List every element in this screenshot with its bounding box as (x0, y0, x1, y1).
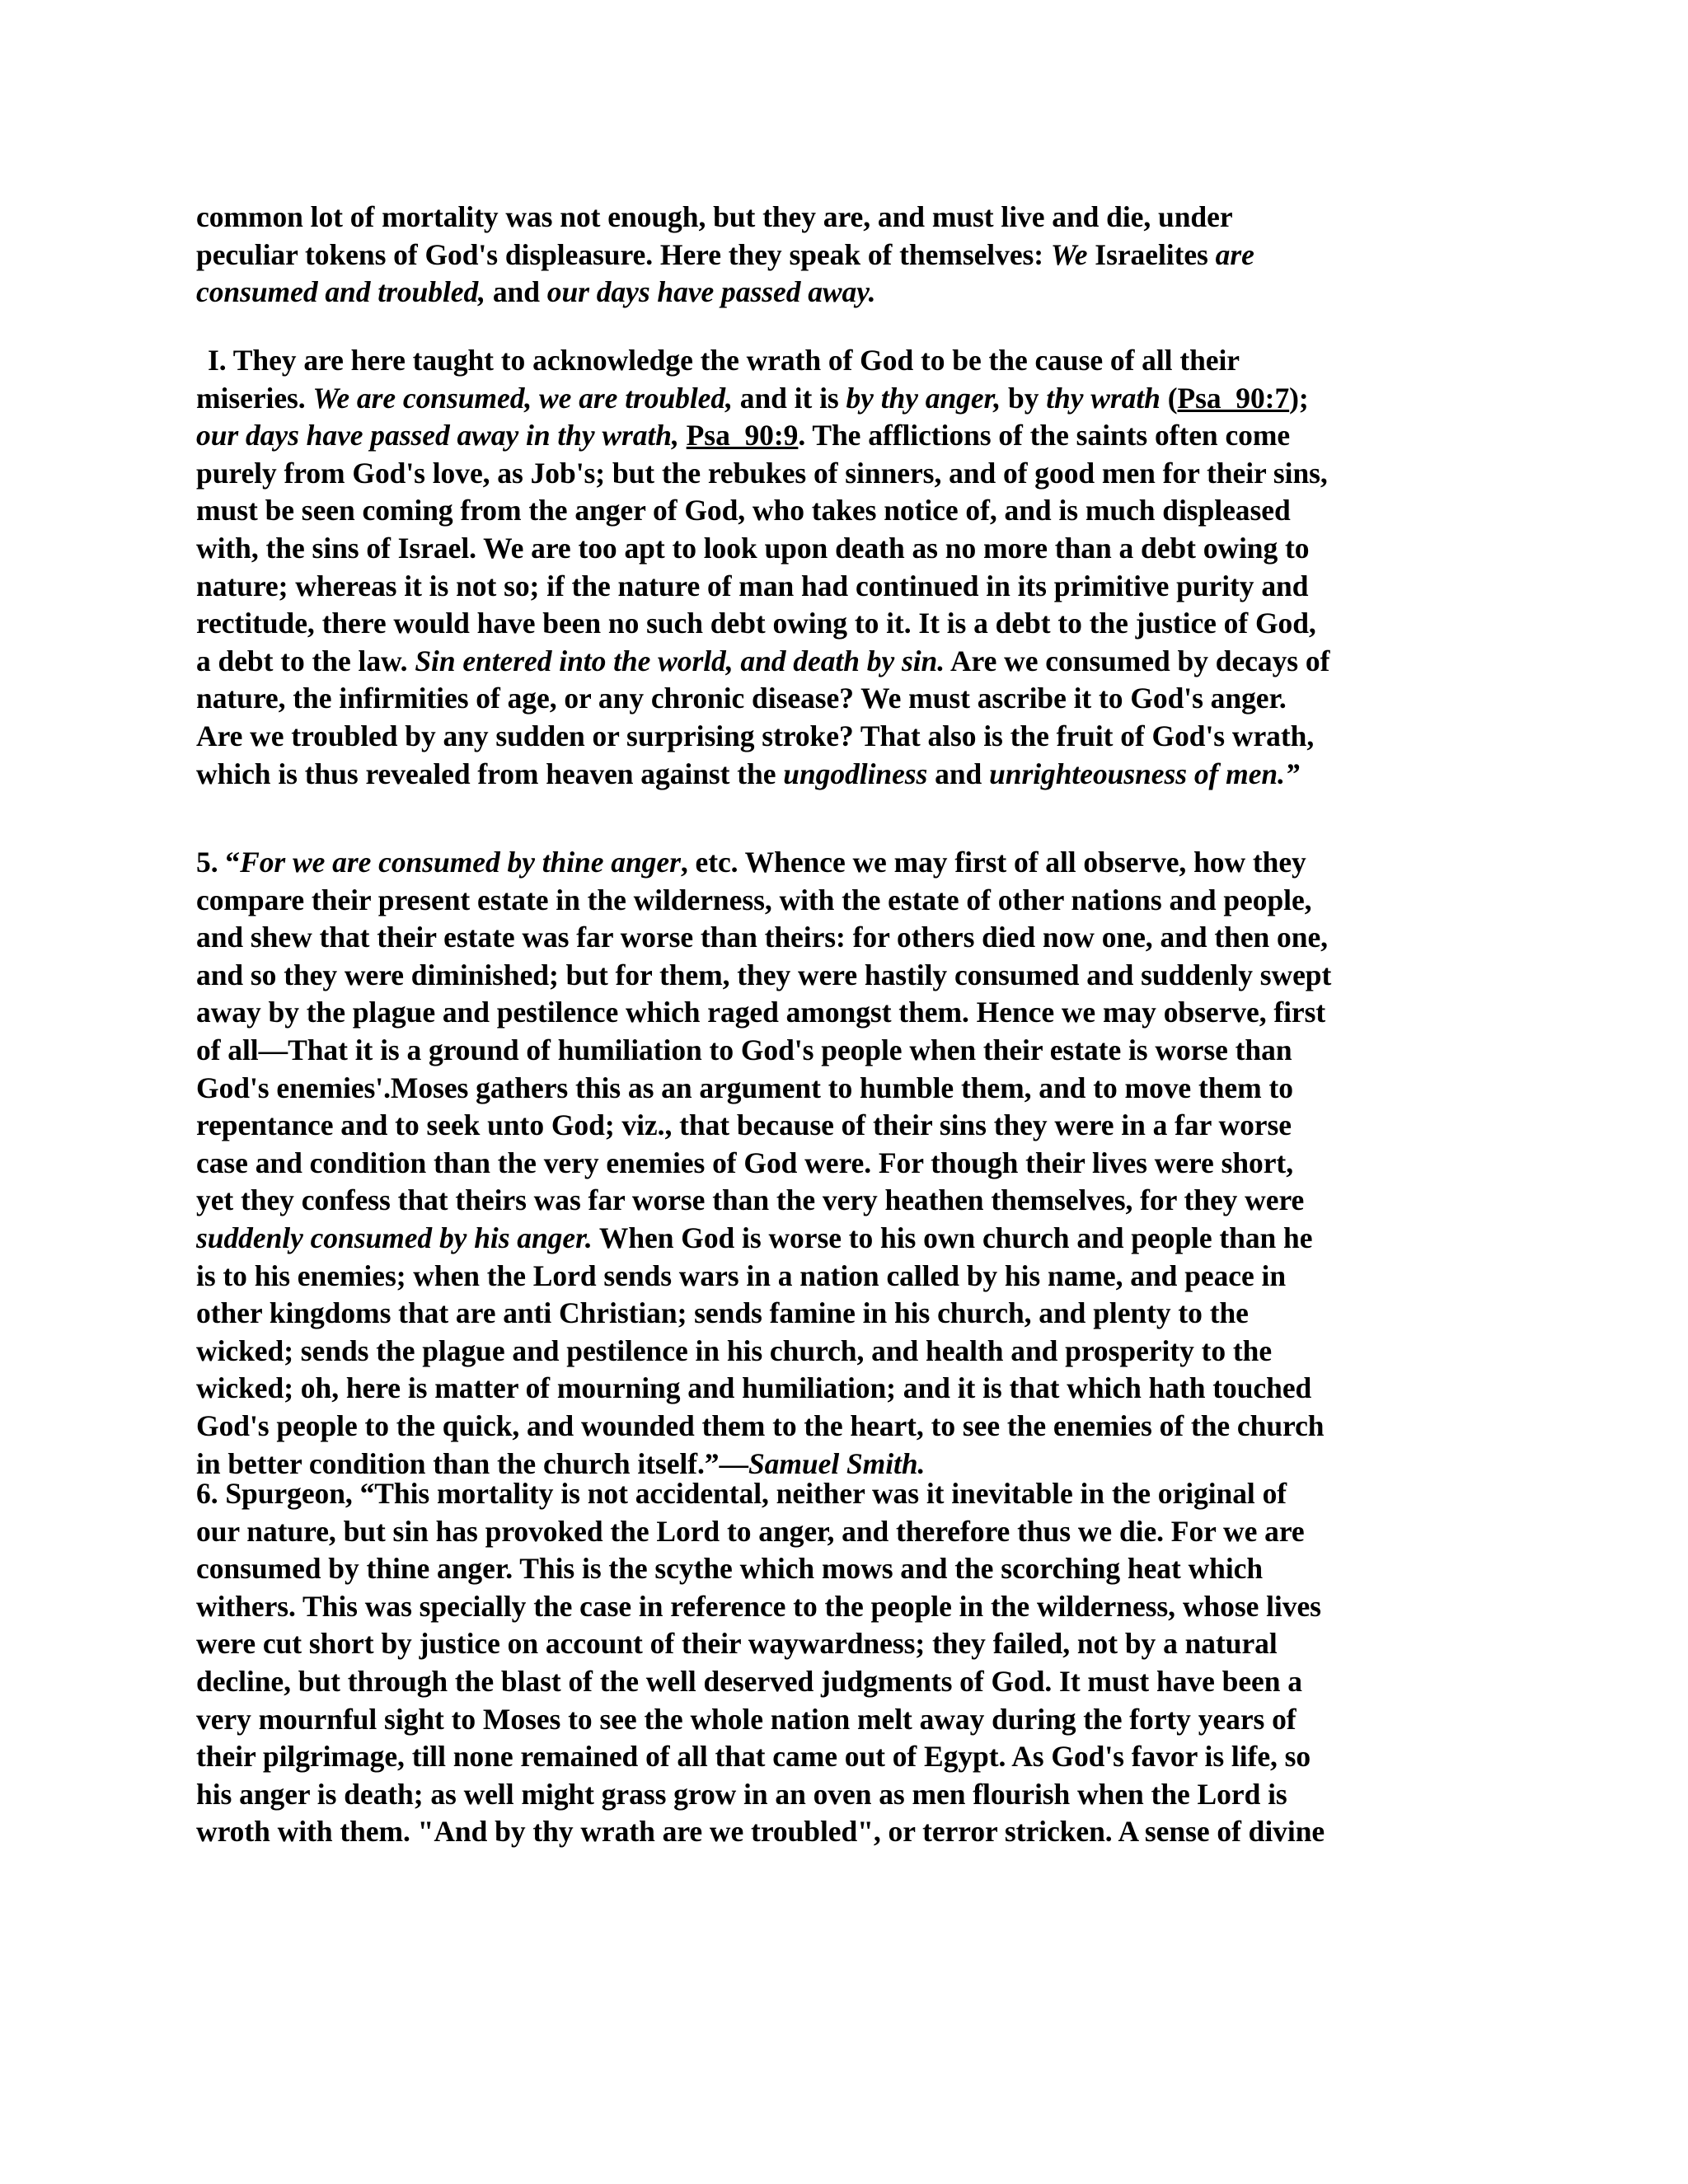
text-run: ); (1289, 381, 1309, 415)
text-run: a debt to the law. (196, 644, 415, 677)
text-line: and shew that their estate was far worse than theirs: for others died now one, and then one, (196, 921, 1328, 954)
text-line (196, 417, 1482, 455)
text-line (196, 756, 1482, 794)
text-line: is to his enemies; when the Lord sends wars in a nation called by his name, and peace in (196, 1258, 1287, 1292)
text-run: 5. “ (196, 846, 241, 879)
text-line: yet they confess that theirs was far worse than the very heathen themselves, for they were (196, 1183, 1305, 1217)
text-line: wicked; sends the plague and pestilence in his church, and health and prosperity to the (196, 1333, 1273, 1367)
italic-run: consumed and troubled, (196, 275, 485, 309)
scripture-link-psa-90-9[interactable]: Psa_90:9 (686, 419, 799, 452)
text-line: and so they were diminished; but for them, they were hastily consumed and suddenly swept (196, 958, 1332, 991)
italic-run: our days have passed away. (546, 275, 876, 309)
text-line (196, 844, 1482, 882)
text-line: Are we troubled by any sudden or surprising stroke? That also is the fruit of God's wrath, (196, 719, 1315, 752)
text-run: . The afflictions of the saints often come (798, 419, 1291, 452)
text-run: and (485, 275, 547, 309)
text-line: wroth with them. "And by thy wrath are we troubled", or terror stricken. A sense of divine (196, 1815, 1325, 1849)
text-line: must be seen coming from the anger of God, who takes notice of, and is much displeased (196, 494, 1291, 527)
text-line: wicked; oh, here is matter of mourning and humiliation; and it is that which hath touched (196, 1371, 1312, 1405)
text-line (196, 1220, 1482, 1258)
text-line: with, the sins of Israel. We are too apt to look upon death as no more than a debt owing to (196, 531, 1310, 565)
text-line: our nature, but sin has provoked the Lord to anger, and therefore thus we die. For we are (196, 1514, 1305, 1548)
text-line: God's people to the quick, and wounded them to the heart, to see the enemies of the church (196, 1408, 1325, 1442)
text-run: by (1001, 381, 1047, 415)
text-run: and (927, 757, 990, 790)
text-line: very mournful sight to Moses to see the whole nation melt away during the forty years of (196, 1702, 1296, 1736)
scripture-link-psa-90-7[interactable]: Psa_90:7 (1177, 381, 1290, 415)
text-run: When God is worse to his own church and people than he (592, 1221, 1313, 1254)
italic-run: suddenly consumed by his anger. (196, 1221, 593, 1254)
italic-run: Sin entered into the world, and death by sin. (415, 644, 945, 677)
text-line: of all—That it is a ground of humiliation to God's people when their estate is worse than (196, 1033, 1292, 1066)
text-line (196, 274, 1482, 312)
italic-run: We (1050, 237, 1088, 271)
text-line: other kingdoms that are anti Christian; sends famine in his church, and plenty to the (196, 1296, 1249, 1330)
text-line: I. They are here taught to acknowledge the wrath of God to be the cause of all their (208, 344, 1240, 377)
text-line (196, 643, 1482, 681)
text-line: nature; whereas it is not so; if the nature of man had continued in its primitive purity and (196, 569, 1309, 602)
text-line (196, 237, 1482, 274)
text-line: consumed by thine anger. This is the scythe which mows and the scorching heat which (196, 1552, 1264, 1586)
text-run: peculiar tokens of God's displeasure. Here they speak of themselves: (196, 237, 1051, 271)
italic-run: Samuel Smith. (748, 1446, 926, 1480)
italic-run: our days have passed away in thy wrath, (196, 419, 679, 452)
text-line: 6. Spurgeon, “This mortality is not accidental, neither was it inevitable in the original of (196, 1477, 1287, 1510)
text-run: Israelites (1087, 237, 1216, 271)
text-run: in better condition than the church itself.”— (196, 1446, 748, 1480)
paragraph-five (196, 844, 1482, 1483)
text-line: rectitude, there would have been no such debt owing to it. It is a debt to the justice of God, (196, 607, 1316, 640)
text-line: decline, but through the blast of the well deserved judgments of God. It must have been a (196, 1664, 1302, 1698)
paragraph-continuation (196, 199, 1482, 312)
text-line: their pilgrimage, till none remained of all that came out of Egypt. As God's favor is life, so (196, 1740, 1311, 1774)
text-line: God's enemies'.Moses gathers this as an argument to humble them, and to move them to (196, 1071, 1293, 1104)
text-line: nature, the infirmities of age, or any chronic disease? We must ascribe it to God's anger. (196, 682, 1287, 715)
text-run: and it is (732, 381, 846, 415)
paragraph-roman-one (196, 342, 1482, 793)
italic-run: unrighteousness of men.” (989, 757, 1300, 790)
text-line: withers. This was specially the case in reference to the people in the wilderness, whose lives (196, 1589, 1321, 1623)
text-line: away by the plague and pestilence which raged amongst them. Hence we may observe, first (196, 996, 1326, 1029)
text-run: Are we consumed by decays of (945, 644, 1330, 677)
text-line: common lot of mortality was not enough, but they are, and must live and die, under (196, 200, 1233, 233)
text-line (196, 380, 1482, 418)
italic-run: thy wrath (1046, 381, 1160, 415)
italic-run: are (1215, 237, 1254, 271)
italic-run: by thy anger, (846, 381, 1001, 415)
text-line: case and condition than the very enemies of God were. For though their lives were short, (196, 1146, 1294, 1179)
text-run: ( (1160, 381, 1178, 415)
text-line: his anger is death; as well might grass grow in an oven as men flourish when the Lord is (196, 1777, 1287, 1811)
text-run: , etc. Whence we may first of all observe, how they (680, 846, 1306, 879)
text-line: compare their present estate in the wilderness, with the estate of other nations and people, (196, 883, 1312, 916)
text-line: were cut short by justice on account of their waywardness; they failed, not by a natural (196, 1627, 1278, 1661)
text-line: repentance and to seek unto God; viz., that because of their sins they were in a far worse (196, 1108, 1292, 1142)
text-run: which is thus revealed from heaven against the (196, 757, 784, 790)
italic-run: For we are consumed by thine anger (240, 846, 681, 879)
italic-run: We are consumed, we are troubled, (312, 381, 733, 415)
paragraph-six (196, 1475, 1482, 1851)
text-run: miseries. (196, 381, 313, 415)
italic-run: ungodliness (783, 757, 928, 790)
text-line: purely from God's love, as Job's; but the rebukes of sinners, and of good men for their sins, (196, 456, 1328, 490)
text-run (679, 419, 687, 452)
